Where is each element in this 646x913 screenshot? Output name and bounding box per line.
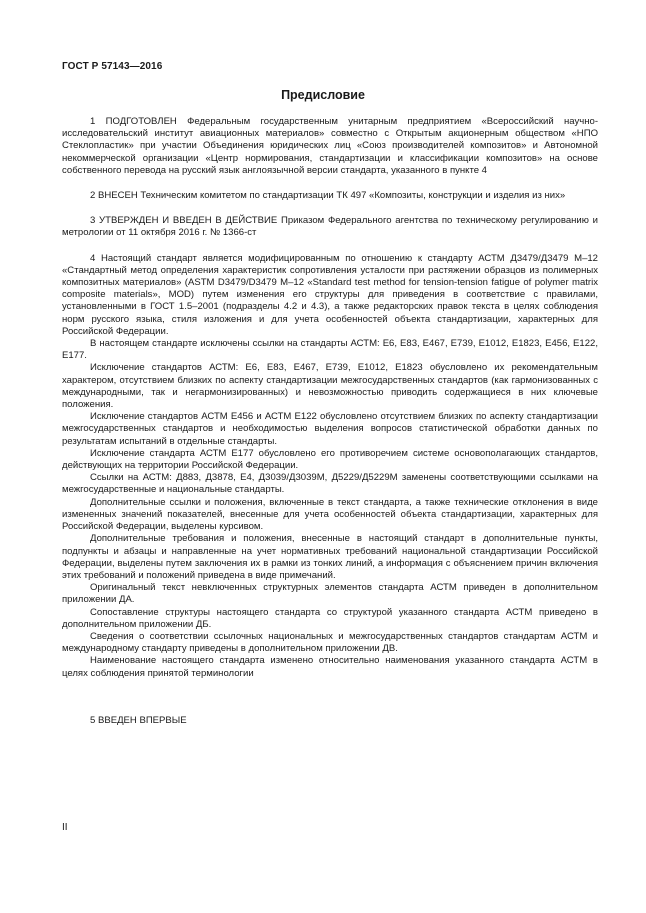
page-number: II: [62, 822, 68, 833]
foreword-item-5: 5 ВВЕДЕН ВПЕРВЫЕ: [90, 714, 187, 726]
foreword-paragraph: Сопоставление структуры настоящего стандарта со структурой указанного стандарта АСТМ приведено в дополнительном приложении ДБ.: [62, 606, 598, 630]
document-code: ГОСТ Р 57143—2016: [62, 61, 163, 72]
foreword-paragraph: Дополнительные требования и положения, внесенные в настоящий стандарт в дополнительные пункты, подпункты и абзацы и направленные на учет нормативных требований национальной стандартизации Российской Федерации, выделены путем заключения их в рамки из тонких линий, а информация с объяснением причин включения этих требований и положений приведена в виде примечаний.: [62, 533, 598, 581]
foreword-paragraph: Оригинальный текст невключенных структурных элементов стандарта АСТМ приведен в дополнительном приложении ДА.: [62, 582, 598, 606]
foreword-item-3: 3 УТВЕРЖДЕН И ВВЕДЕН В ДЕЙСТВИЕ Приказом Федерального агентства по техническому регулированию и метрологии от 11 октября 2016 г. № 1366-ст: [62, 215, 598, 239]
foreword-paragraph: Дополнительные ссылки и положения, включенные в текст стандарта, а также технические отклонения в виде измененных значений показателей, внесенные для учета особенностей объекта стандартизации, характерных для Российской Федерации, выделены курсивом.: [62, 496, 598, 533]
foreword-body: [62, 116, 598, 727]
foreword-item-4: 4 Настоящий стандарт является модифицированным по отношению к стандарту АСТМ Д3479/Д3479 М–12 «Стандартный метод определения характеристик сопротивления усталости при растяжении образцов из полимерных композитных материалов» (ASTM D3479/D3479 M–12 «Standard test method for tension-tension fatigue of polymer matrix composite materials», MOD) путем изменения его структуры для приведения в соответствие с правилами, установленными в ГОСТ 1.5–2001 (подразделы 4.2 и 4.3), а также редакторских правок текста в целях соблюдения норм русского языка, стиля изложения и для учета особенностей объекта стандартизации, характерных для Российской Федерации.: [62, 252, 598, 337]
foreword-item-2: 2 ВНЕСЕН Техническим комитетом по стандартизации ТК 497 «Композиты, конструкции и изделия из них»: [90, 190, 566, 202]
foreword-paragraph: Наименование настоящего стандарта изменено относительно наименования указанного стандарта АСТМ в целях соблюдения принятой терминологии: [62, 655, 598, 679]
foreword-paragraph: В настоящем стандарте исключены ссылки на стандарты АСТМ: Е6, Е83, Е467, Е739, Е1012, Е1823, Е456, Е122, Е177.: [62, 338, 598, 362]
foreword-paragraph: Исключение стандарта АСТМ Е177 обусловлено его противоречием системе основополагающих стандартов, действующих на территории Российской Федерации.: [62, 447, 598, 472]
foreword-paragraph: Ссылки на АСТМ: Д883, Д3878, Е4, Д3039/Д3039М, Д5229/Д5229М заменены соответствующими ссылками на межгосударственные и национальные стандарты.: [62, 472, 598, 496]
foreword-item-1: 1 ПОДГОТОВЛЕН Федеральным государственным унитарным предприятием «Всероссийский научно-исследовательский институт авиационных материалов» совместно с Открытым акционерным обществом «НПО Стеклопластик» при участии Объединения юридических лиц «Союз производителей композитов» и Автономной некоммерческой организации «Центр нормирования, стандартизации и классификации композитов» на основе собственного перевода на русский язык англоязычной версии стандарта, указанного в пункте 4: [62, 116, 598, 176]
foreword-paragraph: Сведения о соответствии ссылочных национальных и межгосударственных стандартов стандартам АСТМ и международному стандарту приведены в дополнительном приложении ДВ.: [62, 630, 598, 655]
page-title: Предисловие: [281, 88, 365, 102]
foreword-paragraph: Исключение стандартов АСТМ: Е6, Е83, Е467, Е739, Е1012, Е1823 обусловлено их рекомендательным характером, отсутствием близких по аспекту стандартизации межгосударственных стандартов (как гармонизованных с международными, так и негармонизированных) и невозможностью приводить содержащиеся в них ключевые положения.: [62, 362, 598, 411]
foreword-paragraph: Исключение стандартов АСТМ Е456 и АСТМ Е122 обусловлено отсутствием близких по аспекту стандартизации межгосударственных стандартов и необходимостью выделения вопросов статистической обработки данных по результатам испытаний в отдельные стандарты.: [62, 411, 598, 447]
